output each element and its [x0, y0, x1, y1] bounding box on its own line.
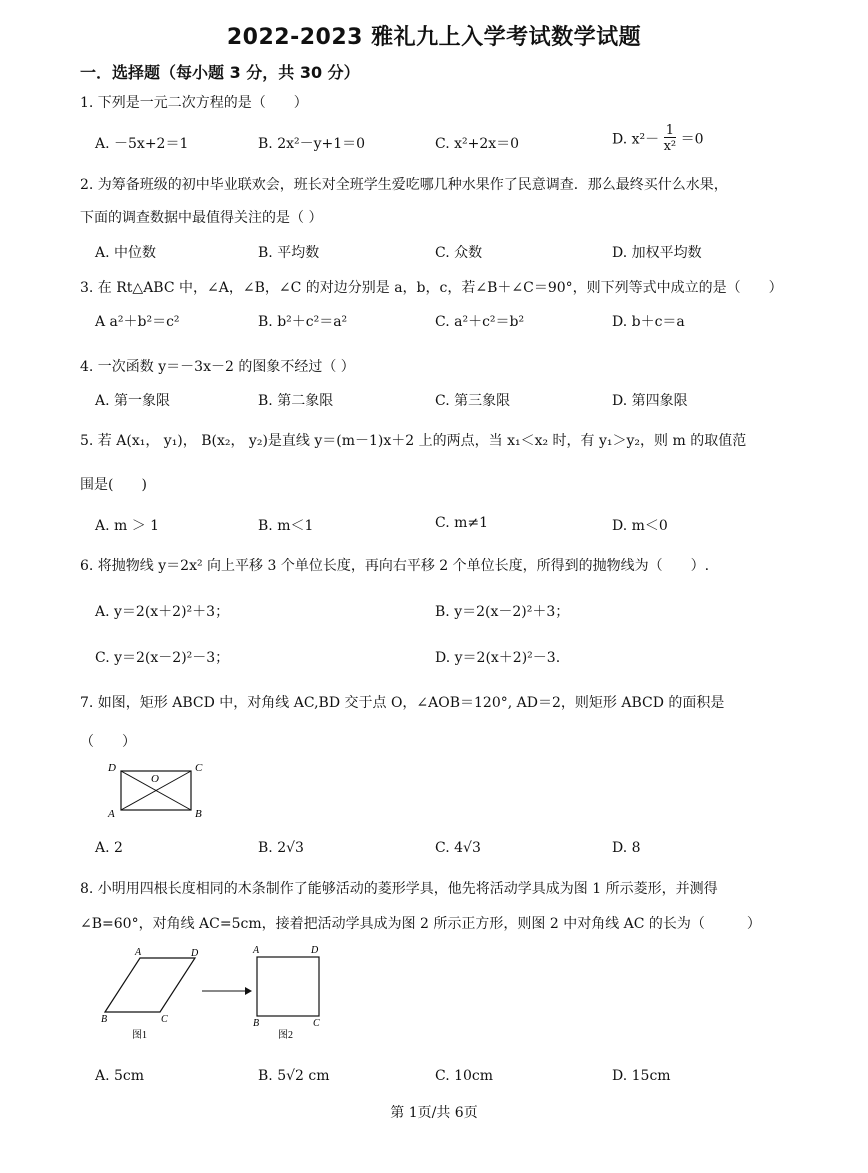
- q4-option-a: A. 第一象限: [95, 393, 171, 409]
- rectangle-abcd-figure: [100, 758, 220, 822]
- q3-option-b: B. b²＋c²＝a²: [258, 314, 348, 330]
- question-4: 4. 一次函数 y＝－3x－2 的图象不经过（ ）: [80, 359, 355, 375]
- q2-option-d: D. 加权平均数: [612, 245, 702, 261]
- question-7-line-1: 7. 如图，矩形 ABCD 中，对角线 AC,BD 交于点 O，∠AOB＝120°, AD＝2，则矩形 ABCD 的面积是: [80, 695, 725, 711]
- q1-option-d-prefix: D. x²－: [612, 131, 660, 148]
- question-8-line-2: ∠B=60°，对角线 AC=5cm，接着把活动学具成为图 2 所示正方形，则图 2 中对角线 AC 的长为（ ）: [80, 916, 761, 932]
- q1-option-c: C. x²+2x＝0: [435, 136, 520, 152]
- page-title: 2022-2023 雅礼九上入学考试数学试题: [226, 25, 642, 50]
- question-8-line-1: 8. 小明用四根长度相同的木条制作了能够活动的菱形学具，他先将活动学具成为图 1 所示菱形，并测得: [80, 881, 718, 897]
- fig1-label-c: C: [161, 1014, 168, 1025]
- fraction-numerator: 1: [664, 124, 677, 138]
- figure-2-caption: 图2: [278, 1030, 293, 1041]
- q2-option-c: C. 众数: [435, 245, 483, 261]
- vertex-label-a: A: [108, 808, 115, 820]
- fig1-label-d: D: [191, 948, 199, 959]
- question-6: 6. 将抛物线 y＝2x² 向上平移 3 个单位长度，再向右平移 2 个单位长度，所得到的抛物线为（ ）.: [80, 558, 710, 574]
- rhombus-square-figures: [95, 942, 345, 1042]
- transform-arrow-head: [245, 987, 252, 995]
- question-2-line-2: 下面的调查数据中最值得关注的是（ ）: [80, 210, 323, 226]
- square-outline: [257, 957, 319, 1016]
- q6-option-c: C. y＝2(x－2)²－3；: [95, 650, 230, 666]
- q1-option-d: [612, 124, 704, 153]
- page-footer: 第 1页/共 6页: [390, 1105, 478, 1121]
- q4-option-d: D. 第四象限: [612, 393, 688, 409]
- q1-option-a: A. －5x+2＝1: [95, 136, 189, 152]
- q6-option-b: B. y＝2(x－2)²＋3；: [435, 604, 570, 620]
- question-5-line-2: 围是( ): [80, 477, 147, 493]
- q7-option-d: D. 8: [612, 840, 641, 856]
- q1-option-b: B. 2x²－y+1＝0: [258, 136, 366, 152]
- q5-option-c: C. m≠1: [435, 515, 489, 531]
- q7-option-c: C. 4√3: [435, 840, 481, 856]
- q4-option-b: B. 第二象限: [258, 393, 334, 409]
- vertex-label-c: C: [195, 762, 203, 774]
- q5-option-d: D. m＜0: [612, 518, 668, 534]
- q7-option-b: B. 2√3: [258, 840, 304, 856]
- q6-option-a: A. y＝2(x＋2)²＋3；: [95, 604, 230, 620]
- q1-option-d-fraction: [664, 124, 677, 153]
- fig2-label-a: A: [253, 945, 260, 956]
- question-7-line-2: （ ）: [80, 734, 136, 750]
- q8-option-d: D. 15cm: [612, 1068, 671, 1084]
- q5-option-b: B. m＜1: [258, 518, 314, 534]
- q2-option-b: B. 平均数: [258, 245, 320, 261]
- q3-option-c: C. a²＋c²＝b²: [435, 314, 525, 330]
- question-5-line-1: 5. 若 A(x₁， y₁)， B(x₂， y₂)是直线 y＝(m－1)x＋2 上的两点，当 x₁＜x₂ 时，有 y₁＞y₂，则 m 的取值范: [80, 433, 747, 449]
- figure-1-caption: 图1: [132, 1030, 147, 1041]
- q1-option-d-suffix: ＝0: [680, 131, 704, 148]
- q8-option-c: C. 10cm: [435, 1068, 494, 1084]
- question-2-line-1: 2. 为筹备班级的初中毕业联欢会，班长对全班学生爱吃哪几种水果作了民意调查．那么最终买什么水果，: [80, 177, 728, 193]
- center-label-o: O: [151, 773, 159, 785]
- q8-option-b: B. 5√2 cm: [258, 1068, 330, 1084]
- q8-option-a: A. 5cm: [95, 1068, 145, 1084]
- q7-option-a: A. 2: [95, 840, 123, 856]
- q6-option-d: D. y＝2(x＋2)²－3.: [435, 650, 561, 666]
- rhombus-outline: [105, 958, 195, 1012]
- vertex-label-d: D: [108, 762, 116, 774]
- fig1-label-b: B: [101, 1014, 108, 1025]
- q4-option-c: C. 第三象限: [435, 393, 511, 409]
- question-3: 3. 在 Rt△ABC 中，∠A，∠B，∠C 的对边分别是 a，b，c，若∠B＋∠C＝90°，则下列等式中成立的是（ ）: [80, 280, 783, 296]
- fig2-label-d: D: [311, 945, 319, 956]
- fig2-label-b: B: [253, 1018, 260, 1029]
- fraction-denominator: x²: [663, 139, 677, 154]
- fig2-label-c: C: [313, 1018, 320, 1029]
- q3-option-d: D. b＋c＝a: [612, 314, 685, 330]
- fig1-label-a: A: [135, 947, 142, 958]
- q5-option-a: A. m ＞ 1: [95, 518, 160, 534]
- q2-option-a: A. 中位数: [95, 245, 157, 261]
- q3-option-a: A a²＋b²＝c²: [95, 314, 180, 330]
- section-heading: 一．选择题（每小题 3 分，共 30 分）: [80, 63, 360, 82]
- vertex-label-b: B: [195, 808, 202, 820]
- question-1: 1. 下列是一元二次方程的是（ ）: [80, 95, 308, 111]
